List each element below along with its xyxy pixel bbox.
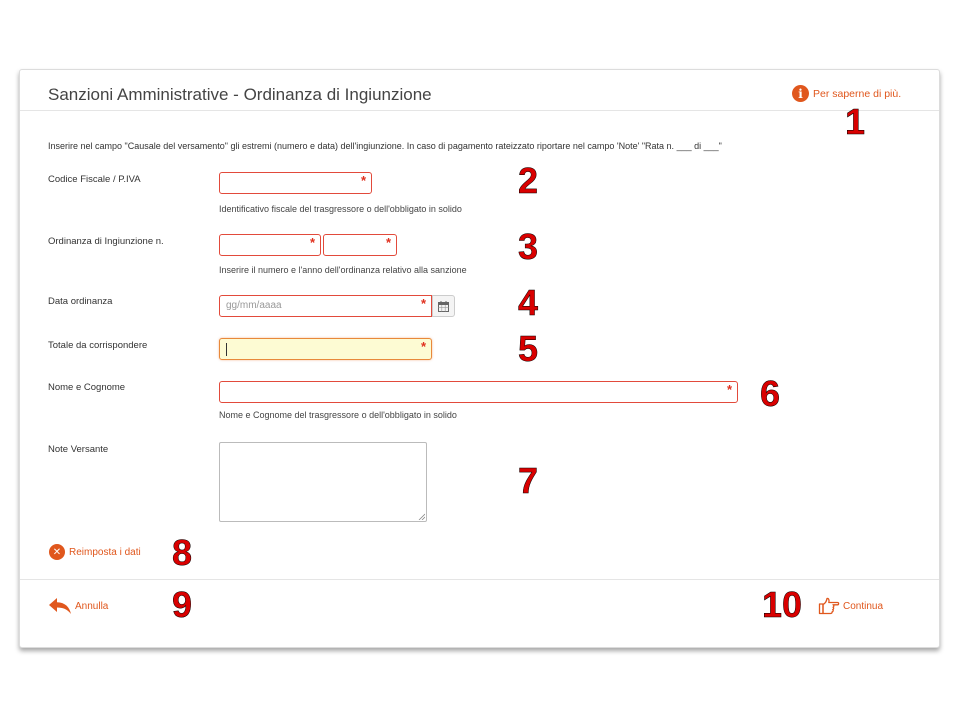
cancel-label: Annulla bbox=[75, 600, 109, 612]
annotation-marker: 8 bbox=[172, 532, 193, 573]
data-ordinanza-label: Data ordinanza bbox=[48, 296, 113, 307]
annotation-marker: 7 bbox=[518, 460, 539, 501]
nome-cognome-input[interactable] bbox=[219, 381, 738, 403]
reset-label: Reimposta i dati bbox=[69, 546, 141, 558]
calendar-button[interactable] bbox=[432, 295, 455, 317]
resize-handle-icon[interactable] bbox=[418, 513, 425, 520]
help-link-label: Per saperne di più. bbox=[813, 87, 902, 100]
times-circle-icon: ✕ bbox=[49, 544, 65, 560]
ordinanza-label: Ordinanza di Ingiunzione n. bbox=[48, 236, 164, 247]
reply-arrow-icon bbox=[48, 597, 72, 615]
required-marker: * bbox=[360, 173, 366, 188]
annotation-marker: 6 bbox=[760, 373, 781, 414]
reset-button[interactable] bbox=[49, 544, 141, 560]
continue-button[interactable] bbox=[818, 597, 883, 615]
instructions-text: Inserire nel campo "Causale del versamento" gli estremi (numero e data) dell'ingiunzione. In caso di pagamento rateizzato riportare nel campo 'Note' "Rata n. ___ di ___" bbox=[48, 141, 722, 151]
note-versante-textarea[interactable] bbox=[219, 442, 427, 522]
nome-cognome-label: Nome e Cognome bbox=[48, 382, 126, 393]
help-link[interactable] bbox=[792, 85, 901, 102]
annotation-marker: 3 bbox=[518, 226, 539, 267]
totale-label: Totale da corrispondere bbox=[48, 340, 148, 351]
required-marker: * bbox=[420, 339, 426, 354]
codice-fiscale-label: Codice Fiscale / P.IVA bbox=[48, 174, 141, 185]
info-circle-icon: i bbox=[792, 85, 809, 102]
cancel-button[interactable] bbox=[48, 597, 108, 615]
required-marker: * bbox=[309, 235, 315, 250]
ordinanza-hint: Inserire il numero e l'anno dell'ordinanza relativo alla sanzione bbox=[219, 265, 467, 275]
ordinanza-numero-input[interactable] bbox=[219, 234, 321, 256]
page-title: Sanzioni Amministrative - Ordinanza di Ingiunzione bbox=[48, 85, 432, 104]
text-caret bbox=[226, 343, 227, 356]
required-marker: * bbox=[385, 235, 391, 250]
calendar-icon bbox=[438, 301, 449, 312]
annotation-marker: 2 bbox=[518, 160, 539, 201]
annotation-marker: 10 bbox=[762, 584, 803, 625]
annotation-marker: 4 bbox=[518, 282, 539, 323]
codice-fiscale-hint: Identificativo fiscale del trasgressore o dell'obbligato in solido bbox=[219, 204, 462, 214]
footer-divider bbox=[20, 579, 939, 580]
annotation-marker: 5 bbox=[518, 328, 539, 369]
hand-point-right-icon bbox=[818, 597, 840, 615]
annotation-marker: 9 bbox=[172, 584, 193, 625]
nome-cognome-hint: Nome e Cognome del trasgressore o dell'obbligato in solido bbox=[219, 410, 457, 420]
required-marker: * bbox=[726, 382, 732, 397]
card-header bbox=[20, 70, 939, 111]
data-ordinanza-input[interactable] bbox=[219, 295, 432, 317]
codice-fiscale-input[interactable] bbox=[219, 172, 372, 194]
annotation-marker: 1 bbox=[845, 101, 866, 142]
required-marker: * bbox=[420, 296, 426, 311]
ordinanza-anno-input[interactable] bbox=[323, 234, 397, 256]
form-card bbox=[19, 69, 940, 648]
totale-input[interactable] bbox=[219, 338, 432, 360]
note-versante-label: Note Versante bbox=[48, 444, 109, 455]
continue-label: Continua bbox=[843, 600, 884, 612]
data-ordinanza-placeholder: gg/mm/aaaa bbox=[226, 300, 282, 311]
